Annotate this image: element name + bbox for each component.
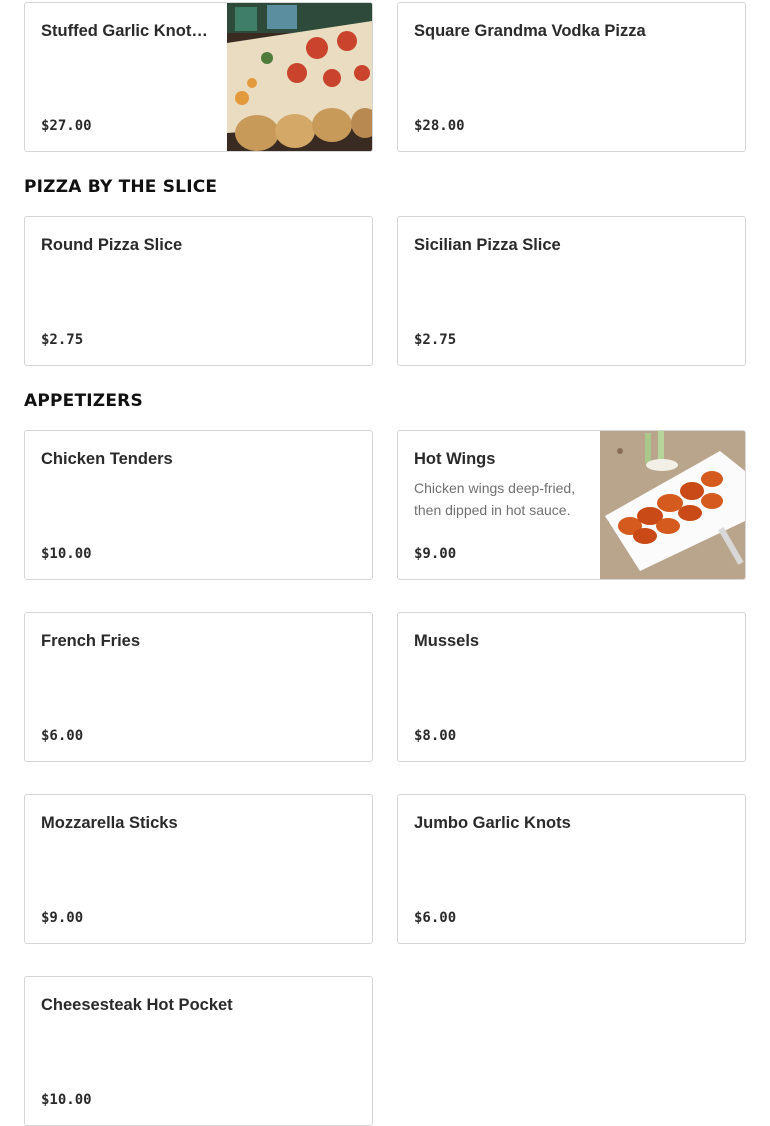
section-title-pizza-by-the-slice: PIZZA BY THE SLICE xyxy=(24,177,218,197)
item-name: Hot Wings xyxy=(414,450,496,468)
item-price: $6.00 xyxy=(414,910,457,926)
item-name: Stuffed Garlic Knot… xyxy=(41,22,208,40)
item-name: Sicilian Pizza Slice xyxy=(414,236,561,254)
item-price: $28.00 xyxy=(414,118,465,134)
item-price: $27.00 xyxy=(41,118,92,134)
item-name: Jumbo Garlic Knots xyxy=(414,814,571,832)
item-name: French Fries xyxy=(41,632,141,650)
item-price: $2.75 xyxy=(41,332,84,348)
item-name: Mozzarella Sticks xyxy=(41,814,178,832)
item-name: Chicken Tenders xyxy=(41,450,173,468)
item-name: Cheesesteak Hot Pocket xyxy=(41,996,233,1014)
menu-item-chicken-tenders[interactable] xyxy=(24,430,373,580)
hot-wings-photo xyxy=(600,431,745,579)
item-price: $10.00 xyxy=(41,546,92,562)
item-name: Round Pizza Slice xyxy=(41,236,183,254)
item-price: $9.00 xyxy=(41,910,84,926)
item-price: $8.00 xyxy=(414,728,457,744)
item-price: $9.00 xyxy=(414,546,457,562)
menu-item-mussels[interactable] xyxy=(397,612,746,762)
menu-item-french-fries[interactable] xyxy=(24,612,373,762)
item-description: Chicken wings deep-fried, then dipped in hot sauce. xyxy=(414,480,576,518)
stuffed-garlic-knot-photo xyxy=(227,3,372,151)
menu-item-cheesesteak-hot-pocket[interactable] xyxy=(24,976,373,1126)
menu-item-hot-wings[interactable] xyxy=(397,430,746,580)
item-price: $2.75 xyxy=(414,332,457,348)
menu-item-sicilian-pizza-slice[interactable] xyxy=(397,216,746,366)
menu-item-mozzarella-sticks[interactable] xyxy=(24,794,373,944)
menu-item-round-pizza-slice[interactable] xyxy=(24,216,373,366)
menu-item-square-grandma-vodka-pizza[interactable] xyxy=(397,2,746,152)
item-price: $10.00 xyxy=(41,1092,92,1108)
section-title-appetizers: APPETIZERS xyxy=(24,391,143,411)
menu-item-stuffed-garlic-knot[interactable] xyxy=(24,2,373,152)
menu-item-jumbo-garlic-knots[interactable] xyxy=(397,794,746,944)
item-name: Square Grandma Vodka Pizza xyxy=(414,22,646,40)
item-name: Mussels xyxy=(414,632,480,650)
item-price: $6.00 xyxy=(41,728,84,744)
